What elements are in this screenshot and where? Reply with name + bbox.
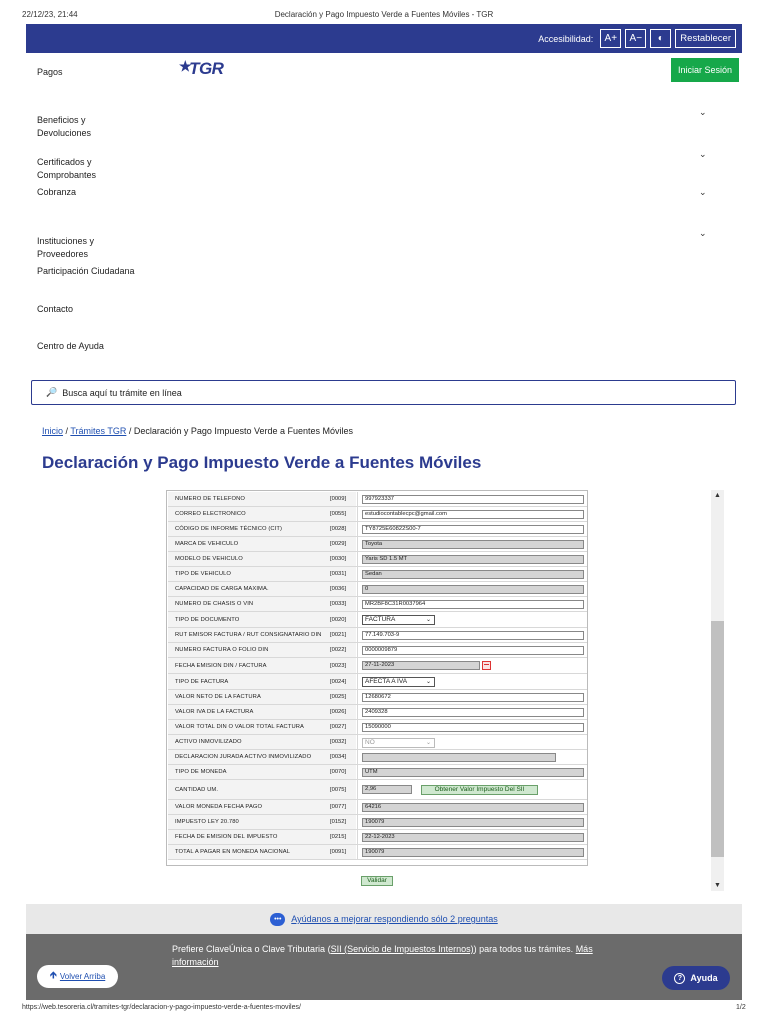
- scrollbar-thumb[interactable]: [711, 621, 724, 857]
- accessibility-label: Accesibilidad:: [538, 33, 594, 44]
- back-to-top-label: Volver Arriba: [59, 972, 106, 981]
- nav-item-label: Certificados y Comprobantes: [37, 157, 97, 180]
- contrast-toggle-icon[interactable]: ◐: [650, 29, 671, 48]
- print-header: [0, 10, 768, 24]
- column-divider: [357, 720, 358, 734]
- field-input: 22-12-2023: [362, 833, 584, 842]
- field-label: CÓDIGO DE INFORME TÉCNICO (CIT): [175, 526, 283, 532]
- form-row: [168, 643, 587, 658]
- field-code: [0022]: [330, 647, 347, 653]
- chevron-down-icon: ⌄: [699, 187, 707, 197]
- field-label: RUT EMISOR FACTURA / RUT CONSIGNATARIO DIN: [175, 632, 322, 638]
- chevron-down-icon: ⌄: [699, 149, 707, 159]
- column-divider: [357, 830, 358, 844]
- form-row: [168, 765, 587, 780]
- form-row: [168, 735, 587, 750]
- field-input[interactable]: MR2BF8C31R0037964: [362, 600, 584, 609]
- declaration-form: [166, 490, 588, 866]
- nav-item-label: Contacto: [37, 304, 74, 314]
- field-code: [0152]: [330, 819, 347, 825]
- field-label: ACTIVO INMOVILIZADO: [175, 739, 242, 745]
- back-to-top-button[interactable]: [37, 965, 118, 988]
- field-code: [0036]: [330, 586, 347, 592]
- select-value: FACTURA: [365, 616, 396, 623]
- column-divider: [357, 845, 358, 859]
- survey-link[interactable]: Ayúdanos a mejorar respondiendo sólo 2 preguntas: [291, 914, 498, 924]
- field-label: TOTAL A PAGAR EN MONEDA NACIONAL: [175, 849, 291, 855]
- field-input[interactable]: 997923337: [362, 495, 584, 504]
- breadcrumb-separator: /: [126, 426, 134, 436]
- column-divider: [357, 643, 358, 657]
- breadcrumb-tramites-link[interactable]: Trámites TGR: [70, 426, 127, 436]
- field-input: 190079: [362, 818, 584, 827]
- field-label: NUMERO DE CHASIS O VIN: [175, 601, 254, 607]
- column-divider: [357, 567, 358, 581]
- chevron-down-icon: ⌄: [425, 740, 431, 746]
- column-divider: [357, 597, 358, 611]
- nav-item-centro-ayuda[interactable]: [37, 340, 717, 353]
- field-code: [0070]: [330, 769, 347, 775]
- field-input: 2,96: [362, 785, 412, 794]
- field-code: [0026]: [330, 709, 347, 715]
- form-row: [168, 597, 587, 612]
- field-label: TIPO DE DOCUMENTO: [175, 617, 240, 623]
- form-row: [168, 507, 587, 522]
- arrow-up-icon: 🡹: [49, 970, 57, 981]
- field-label: VALOR MONEDA FECHA PAGO: [175, 804, 263, 810]
- accessibility-bar: [26, 24, 742, 53]
- print-page-number: 1/2: [736, 1004, 746, 1011]
- scroll-up-icon[interactable]: ▲: [714, 492, 721, 499]
- search-placeholder: Busca aquí tu trámite en línea: [62, 387, 182, 398]
- breadcrumb-current: Declaración y Pago Impuesto Verde a Fuentes Móviles: [133, 426, 354, 436]
- field-input: 64216: [362, 803, 584, 812]
- footer-text-before: Prefiere ClaveÚnica o Clave Tributaria (: [172, 944, 331, 954]
- field-code: [0025]: [330, 694, 347, 700]
- login-button[interactable]: Iniciar Sesión: [671, 58, 739, 82]
- nav-item-participacion[interactable]: [37, 265, 717, 278]
- field-code: [0031]: [330, 571, 347, 577]
- field-label: VALOR IVA DE LA FACTURA: [175, 709, 254, 715]
- field-code: [0028]: [330, 526, 347, 532]
- field-code: [0075]: [330, 787, 347, 793]
- form-row: [168, 800, 587, 815]
- column-divider: [357, 735, 358, 749]
- column-divider: [357, 658, 358, 673]
- print-url: https://web.tesoreria.cl/tramites-tgr/declaracion-y-pago-impuesto-verde-a-fuentes-moviles/: [22, 1004, 301, 1011]
- field-input[interactable]: 12680672: [362, 693, 584, 702]
- field-input[interactable]: 77.149.703-9: [362, 631, 584, 640]
- footer: [26, 934, 742, 1000]
- field-select[interactable]: [362, 677, 435, 687]
- field-input: Toyota: [362, 540, 584, 549]
- column-divider: [357, 582, 358, 596]
- form-row: [168, 522, 587, 537]
- nav-item-label: Centro de Ayuda: [37, 341, 104, 351]
- nav-item-label: Pagos: [37, 67, 63, 77]
- form-row: [168, 658, 587, 674]
- nav-item-label: Cobranza: [37, 187, 77, 197]
- field-label: MARCA DE VEHICULO: [175, 541, 239, 547]
- column-divider: [357, 612, 358, 627]
- field-label: TIPO DE FACTURA: [175, 679, 229, 685]
- field-input: Yaris SD 1.5 MT: [362, 555, 584, 564]
- field-input: [362, 753, 556, 762]
- search-input[interactable]: [31, 380, 736, 405]
- column-divider: [357, 765, 358, 779]
- validate-button[interactable]: Validar: [361, 876, 393, 886]
- field-code: [0033]: [330, 601, 347, 607]
- select-value: AFECTA A IVA: [365, 678, 408, 685]
- field-code: [0034]: [330, 754, 347, 760]
- field-label: DECLARACION JURADA ACTIVO INMOVILIZADO: [175, 754, 312, 760]
- column-divider: [357, 815, 358, 829]
- field-label: TIPO DE MONEDA: [175, 769, 227, 775]
- field-label: IMPUESTO LEY 20.780: [175, 819, 239, 825]
- field-input[interactable]: estudiocontablecpc@gmail.com: [362, 510, 584, 519]
- logo-text: TGR: [189, 59, 224, 78]
- form-row: [168, 690, 587, 705]
- form-row: [168, 492, 587, 507]
- form-row: [168, 705, 587, 720]
- nav-item-label: Participación Ciudadana: [37, 266, 135, 276]
- chat-icon: •••: [270, 913, 285, 926]
- chevron-down-icon: ⌄: [425, 679, 431, 685]
- form-row: [168, 720, 587, 735]
- footer-text: [172, 943, 632, 969]
- field-input[interactable]: 0000009879: [362, 646, 584, 655]
- field-input: UTM: [362, 768, 584, 777]
- field-code: [0023]: [330, 663, 347, 669]
- column-divider: [357, 674, 358, 689]
- form-scrollbar[interactable]: [711, 490, 724, 891]
- column-divider: [357, 492, 358, 506]
- column-divider: [357, 690, 358, 704]
- form-row: [168, 567, 587, 582]
- sii-link[interactable]: SII (Servicio de Impuestos Internos): [330, 944, 474, 954]
- field-input[interactable]: 2409328: [362, 708, 584, 717]
- question-icon: ?: [674, 973, 685, 984]
- field-code: [0009]: [330, 496, 347, 502]
- help-label: Ayuda: [690, 973, 718, 983]
- column-divider: [357, 522, 358, 536]
- form-row: [168, 537, 587, 552]
- nav-item-label: Instituciones y Proveedores: [37, 236, 95, 259]
- form-row: [168, 845, 587, 860]
- form-row: [168, 815, 587, 830]
- field-label: FECHA DE EMISION DEL IMPUESTO: [175, 834, 278, 840]
- field-label: MODELO DE VEHICULO: [175, 556, 243, 562]
- column-divider: [357, 750, 358, 764]
- font-decrease-button[interactable]: A−: [625, 29, 646, 48]
- breadcrumb: [42, 426, 353, 436]
- nav-item-label: Beneficios y Devoluciones: [37, 115, 92, 138]
- column-divider: [357, 507, 358, 521]
- get-sii-tax-button[interactable]: Obtener Valor Impuesto Del SII: [421, 785, 538, 795]
- field-select[interactable]: [362, 615, 435, 625]
- form-row: [168, 830, 587, 845]
- page-title: Declaración y Pago Impuesto Verde a Fuentes Móviles: [42, 453, 482, 472]
- field-input: 0: [362, 585, 584, 594]
- form-row: [168, 628, 587, 643]
- column-divider: [357, 552, 358, 566]
- column-divider: [357, 705, 358, 719]
- form-row: [168, 582, 587, 597]
- chevron-down-icon: ⌄: [425, 617, 431, 623]
- scroll-down-icon[interactable]: ▼: [714, 882, 721, 889]
- field-label: TIPO DE VEHICULO: [175, 571, 232, 577]
- field-code: [0077]: [330, 804, 347, 810]
- search-icon: 🔎: [46, 387, 58, 397]
- field-input: 190079: [362, 848, 584, 857]
- select-value: NO: [365, 739, 375, 746]
- field-code: [0030]: [330, 556, 347, 562]
- star-icon: ★: [179, 58, 192, 74]
- field-code: [0055]: [330, 511, 347, 517]
- font-increase-button[interactable]: A+: [600, 29, 621, 48]
- column-divider: [357, 780, 358, 799]
- footer-text-after: ) para todos tus trámites.: [473, 944, 576, 954]
- breadcrumb-separator: /: [63, 426, 71, 436]
- field-code: [0215]: [330, 834, 347, 840]
- field-select: [362, 738, 435, 748]
- field-code: [0021]: [330, 632, 347, 638]
- chevron-down-icon: ⌄: [699, 107, 707, 117]
- calendar-icon[interactable]: [482, 661, 491, 670]
- survey-banner[interactable]: [26, 904, 742, 934]
- nav-item-cobranza[interactable]: [37, 186, 717, 199]
- print-title: Declaración y Pago Impuesto Verde a Fuentes Móviles - TGR: [274, 10, 494, 19]
- column-divider: [357, 628, 358, 642]
- field-label: CORREO ELECTRONICO: [175, 511, 246, 517]
- chevron-down-icon: ⌄: [699, 228, 707, 238]
- field-label: NUMERO DE TELEFONO: [175, 496, 245, 502]
- nav-item-contacto[interactable]: [37, 303, 717, 316]
- field-code: [0091]: [330, 849, 347, 855]
- more-info-link[interactable]: Más información: [172, 944, 593, 967]
- field-code: [0032]: [330, 739, 347, 745]
- field-label: VALOR TOTAL DIN O VALOR TOTAL FACTURA: [175, 724, 305, 730]
- breadcrumb-home-link[interactable]: Inicio: [42, 426, 64, 436]
- reset-accessibility-button[interactable]: Restablecer: [675, 29, 736, 48]
- help-button[interactable]: [662, 966, 730, 990]
- form-row: [168, 750, 587, 765]
- form-row: [168, 674, 587, 690]
- field-code: [0024]: [330, 679, 347, 685]
- field-code: [0020]: [330, 617, 347, 623]
- field-input: Sedan: [362, 570, 584, 579]
- column-divider: [357, 537, 358, 551]
- form-row: [168, 780, 587, 800]
- field-input[interactable]: 27-11-2023: [362, 661, 480, 670]
- field-code: [0029]: [330, 541, 347, 547]
- field-label: CANTIDAD UM.: [175, 787, 219, 793]
- field-label: NUMERO FACTURA O FOLIO DIN: [175, 647, 269, 653]
- form-row: [168, 552, 587, 567]
- field-label: CAPACIDAD DE CARGA MAXIMA.: [175, 586, 269, 592]
- column-divider: [357, 800, 358, 814]
- field-code: [0027]: [330, 724, 347, 730]
- field-label: VALOR NETO DE LA FACTURA: [175, 694, 261, 700]
- field-input[interactable]: TY8725E60822S00-7: [362, 525, 584, 534]
- nav-item-pagos[interactable]: [37, 66, 717, 79]
- field-input[interactable]: 15090000: [362, 723, 584, 732]
- form-row: [168, 612, 587, 628]
- print-datetime: 22/12/23, 21:44: [22, 10, 78, 19]
- field-label: FECHA EMISION DIN / FACTURA: [175, 663, 267, 669]
